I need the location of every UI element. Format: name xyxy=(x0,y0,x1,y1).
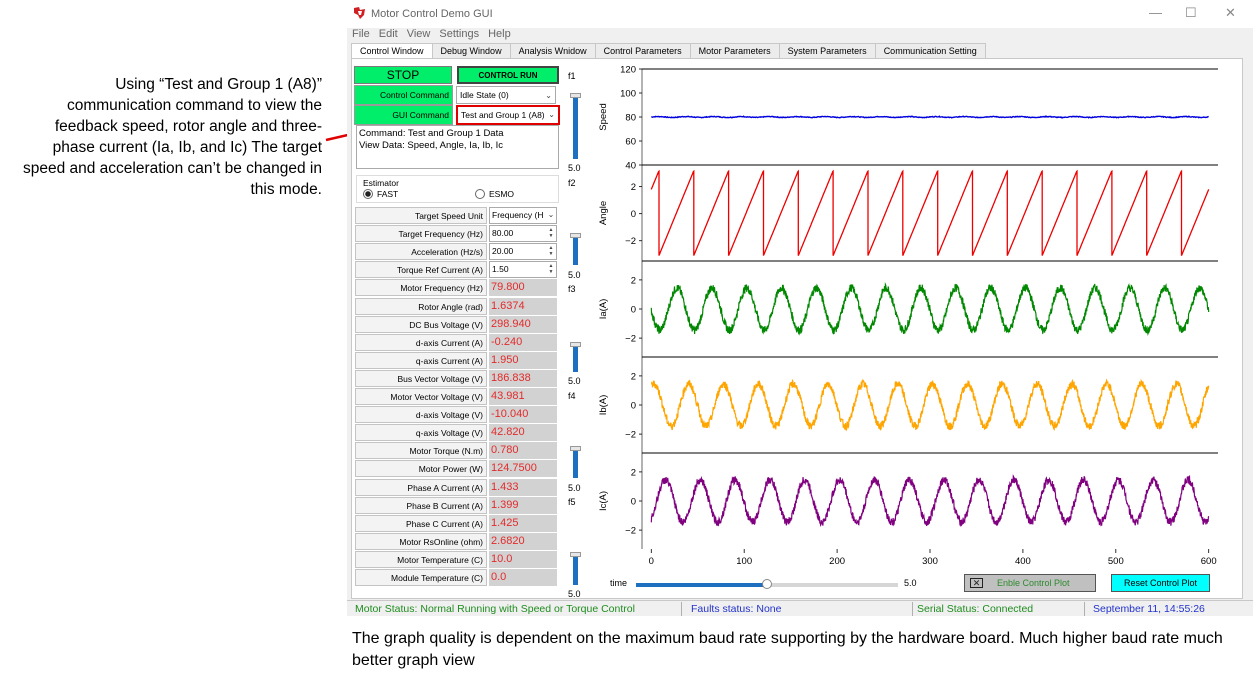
readout-label: Motor Temperature (C) xyxy=(355,551,487,568)
readout-label: q-axis Current (A) xyxy=(355,352,487,369)
y-axis-label: Ic(A) xyxy=(598,490,609,512)
input-row xyxy=(355,225,559,243)
readout-label: Motor Power (W) xyxy=(355,460,487,477)
menu-edit[interactable]: Edit xyxy=(378,28,398,40)
input-value: 1.50 xyxy=(492,264,509,275)
readout-label: Rotor Angle (rad) xyxy=(355,298,487,315)
minimize-icon[interactable]: — xyxy=(1149,5,1162,20)
readout-value: 1.399 xyxy=(489,497,557,514)
serial-status: Serial Status: Connected xyxy=(917,603,1034,615)
y-tick-label: 60 xyxy=(625,136,636,148)
chevron-down-icon[interactable]: ⌄ xyxy=(547,210,555,219)
estimator-fast-radio[interactable] xyxy=(363,189,398,199)
readout-value: -10.040 xyxy=(489,406,557,423)
slider-value: 5.0 xyxy=(568,163,581,173)
menu-bar xyxy=(347,28,515,42)
y-tick-label: −2 xyxy=(625,525,636,537)
readout-value: 298.940 xyxy=(489,316,557,333)
tab-control-parameters[interactable]: Control Parameters xyxy=(595,43,691,59)
slider-value: 5.0 xyxy=(568,589,581,599)
stop-button[interactable]: STOP xyxy=(354,66,452,84)
command-info-line2: View Data: Speed, Angle, Ia, Ib, Ic xyxy=(359,140,503,151)
readout-label: Bus Vector Voltage (V) xyxy=(355,370,487,387)
menu-settings[interactable]: Settings xyxy=(439,28,480,40)
status-bar xyxy=(347,600,1253,616)
readout-label: DC Bus Voltage (V) xyxy=(355,316,487,333)
enable-control-plot-label: Enble Control Plot xyxy=(997,578,1070,588)
readout-label: Motor Frequency (Hz) xyxy=(355,279,487,296)
tab-communication-setting[interactable]: Communication Setting xyxy=(875,43,986,59)
menu-help[interactable]: Help xyxy=(488,28,511,40)
y-tick-label: 0 xyxy=(630,400,636,412)
input-row xyxy=(355,261,559,279)
readout-value: 1.433 xyxy=(489,479,557,496)
slider-track[interactable] xyxy=(573,345,578,372)
input-label: Target Speed Unit xyxy=(355,207,487,224)
speed-unit-select[interactable] xyxy=(489,207,557,224)
readout-row xyxy=(355,370,559,388)
tab-control-window[interactable]: Control Window xyxy=(351,43,433,60)
series-line-ica xyxy=(651,476,1208,526)
y-axis-label: Ib(A) xyxy=(598,394,609,416)
readout-row xyxy=(355,569,559,587)
readout-value: 42.820 xyxy=(489,424,557,441)
readout-value: 10.0 xyxy=(489,551,557,568)
input-value: 20.00 xyxy=(492,246,514,257)
status-divider xyxy=(912,602,913,616)
slider-handle[interactable] xyxy=(570,446,581,451)
menu-view[interactable]: View xyxy=(406,28,431,40)
readout-label: Phase B Current (A) xyxy=(355,497,487,514)
chart-area xyxy=(598,65,1238,570)
readout-label: Module Temperature (C) xyxy=(355,569,487,586)
maximize-icon[interactable]: ☐ xyxy=(1185,5,1197,20)
readout-row xyxy=(355,334,559,352)
slider-value: 5.0 xyxy=(568,376,581,386)
readout-value: 186.838 xyxy=(489,370,557,387)
readout-value: -0.240 xyxy=(489,334,557,351)
readout-row xyxy=(355,533,559,551)
gui-command-value: Test and Group 1 (A8) xyxy=(461,110,545,120)
status-divider xyxy=(681,602,682,616)
spinner-arrows-icon[interactable]: ▲ ▼ xyxy=(548,245,554,258)
readout-label: q-axis Voltage (V) xyxy=(355,424,487,441)
readout-row xyxy=(355,442,559,460)
readout-value: 79.800 xyxy=(489,279,557,296)
slider-handle[interactable] xyxy=(570,93,581,98)
time-value: 5.0 xyxy=(904,578,917,588)
app-logo-icon xyxy=(353,6,367,20)
x-tick-label: 600 xyxy=(1200,556,1217,567)
chevron-down-icon: ⌄ xyxy=(548,110,555,119)
input-label: Target Frequency (Hz) xyxy=(355,225,487,242)
motor-status: Motor Status: Normal Running with Speed or Torque Control xyxy=(355,603,635,615)
y-tick-label: −2 xyxy=(625,333,636,345)
readout-row xyxy=(355,388,559,406)
y-tick-label: 0 xyxy=(630,304,636,316)
checkbox-x-icon: ✕ xyxy=(970,578,983,588)
x-tick-label: 300 xyxy=(922,556,938,567)
readout-row xyxy=(355,479,559,497)
x-tick-label: 500 xyxy=(1107,556,1124,567)
readout-label: Phase A Current (A) xyxy=(355,479,487,496)
readout-row xyxy=(355,279,559,297)
slider-name-label: f3 xyxy=(568,284,576,294)
command-info-line1: Command: Test and Group 1 Data xyxy=(359,128,504,139)
control-command-value: Idle State (0) xyxy=(460,90,509,100)
readout-label: Motor RsOnline (ohm) xyxy=(355,533,487,550)
slider-name-label: f4 xyxy=(568,390,576,401)
slider-handle[interactable] xyxy=(570,552,581,557)
series-line-speed xyxy=(651,116,1208,118)
enable-control-plot-button[interactable] xyxy=(964,574,1096,592)
readout-row xyxy=(355,406,559,424)
readout-row xyxy=(355,316,559,334)
y-axis-label: Ia(A) xyxy=(598,298,609,320)
readout-label: Phase C Current (A) xyxy=(355,515,487,532)
radio-unselected-icon xyxy=(475,189,485,199)
title-bar xyxy=(347,0,1253,28)
close-icon[interactable]: ✕ xyxy=(1225,5,1236,20)
series-line-iba xyxy=(651,380,1208,430)
slider-track[interactable] xyxy=(573,96,578,159)
y-tick-label: 80 xyxy=(625,112,636,124)
gui-command-select[interactable] xyxy=(456,105,560,125)
input-value: 80.00 xyxy=(492,228,514,239)
tab-bar xyxy=(351,43,985,59)
control-run-button[interactable]: CONTROL RUN xyxy=(457,66,559,84)
y-tick-label: 2 xyxy=(630,467,636,479)
series-line-iaa xyxy=(651,284,1208,334)
readout-label: Motor Vector Voltage (V) xyxy=(355,388,487,405)
y-tick-label: 0 xyxy=(630,209,636,221)
command-info-box xyxy=(356,125,559,169)
annotation-bottom-note: The graph quality is dependent on the maximum baud rate supporting by the hardware board. Much higher baud rate much better graph view xyxy=(352,630,1223,669)
y-tick-label: 40 xyxy=(625,160,636,172)
annotation-left-note: Using “Test and Group 1 (A8)” communication command to view the feedback speed, rotor angle and three-phase current (Ia, Ib, and Ic) The target speed and acceleration can’t be changed in this mode. xyxy=(22,76,322,198)
slider-handle[interactable] xyxy=(570,233,581,238)
readout-value: 0.780 xyxy=(489,442,557,459)
y-tick-label: 100 xyxy=(620,88,636,100)
slider-handle[interactable] xyxy=(570,342,581,347)
time-slider-handle[interactable] xyxy=(762,579,772,589)
numeric-input[interactable] xyxy=(489,261,557,278)
series-line-angle xyxy=(651,171,1208,255)
slider-name-label: f1 xyxy=(568,71,576,81)
tab-motor-parameters[interactable]: Motor Parameters xyxy=(690,43,780,59)
readout-row xyxy=(355,298,559,316)
tab-system-parameters[interactable]: System Parameters xyxy=(779,43,876,59)
readout-row xyxy=(355,424,559,442)
slider-name-label: f2 xyxy=(568,177,576,188)
input-value: Frequency (H xyxy=(492,210,544,220)
slider-value: 5.0 xyxy=(568,269,581,280)
x-tick-label: 100 xyxy=(736,556,753,567)
readout-value: 1.425 xyxy=(489,515,557,532)
y-tick-label: −2 xyxy=(625,236,636,248)
y-tick-label: 2 xyxy=(630,182,636,194)
readout-value: 1.6374 xyxy=(489,298,557,315)
readout-value: 0.0 xyxy=(489,569,557,586)
x-tick-label: 0 xyxy=(648,556,654,567)
tab-analysis-window[interactable]: Analysis Wnidow xyxy=(510,43,596,59)
numeric-input[interactable] xyxy=(489,225,557,242)
spinner-arrows-icon[interactable]: ▲ ▼ xyxy=(548,263,554,276)
readout-value: 2.6820 xyxy=(489,533,557,550)
time-label: time xyxy=(610,578,628,588)
status-divider xyxy=(1084,602,1085,616)
readout-row xyxy=(355,515,559,533)
slider-track[interactable] xyxy=(573,449,578,479)
readout-label: d-axis Voltage (V) xyxy=(355,406,487,423)
control-command-select[interactable] xyxy=(456,86,556,104)
control-command-label: Control Command xyxy=(354,85,453,105)
numeric-input[interactable] xyxy=(489,243,557,260)
estimator-group xyxy=(356,175,559,203)
readout-row xyxy=(355,497,559,515)
y-tick-label: 120 xyxy=(620,65,636,76)
readout-value: 1.950 xyxy=(489,352,557,369)
window-title: Motor Control Demo GUI xyxy=(371,8,493,20)
slider-track[interactable] xyxy=(573,555,578,585)
readout-label: d-axis Current (A) xyxy=(355,334,487,351)
input-row xyxy=(355,243,559,261)
y-tick-label: 2 xyxy=(630,275,636,287)
spinner-arrows-icon[interactable]: ▲ ▼ xyxy=(548,227,554,240)
estimator-esmo-radio[interactable] xyxy=(475,189,514,199)
input-label: Acceleration (Hz/s) xyxy=(355,243,487,260)
x-tick-label: 200 xyxy=(829,556,846,567)
faults-status: Faults status: None xyxy=(691,603,782,615)
time-slider-fill xyxy=(636,583,767,587)
readout-label: Motor Torque (N.m) xyxy=(355,442,487,459)
readout-row xyxy=(355,551,559,569)
tab-debug-window[interactable]: Debug Window xyxy=(432,43,511,59)
input-row xyxy=(355,207,559,225)
readout-row xyxy=(355,352,559,370)
y-tick-label: 2 xyxy=(630,371,636,383)
app-window xyxy=(347,0,1253,616)
gui-command-label: GUI Command xyxy=(354,105,453,125)
estimator-fast-label: FAST xyxy=(377,189,399,199)
slider-value: 5.0 xyxy=(568,482,581,493)
menu-file[interactable]: File xyxy=(352,28,370,40)
slider-track[interactable] xyxy=(573,236,578,266)
readout-value: 124.7500 xyxy=(489,460,557,477)
chevron-down-icon: ⌄ xyxy=(545,91,552,100)
slider-name-label: f5 xyxy=(568,497,576,507)
date-time-status: September 11, 14:55:26 xyxy=(1093,603,1205,615)
y-axis-label: Angle xyxy=(598,200,609,226)
input-label: Torque Ref Current (A) xyxy=(355,261,487,278)
estimator-esmo-label: ESMO xyxy=(489,189,515,199)
y-tick-label: −2 xyxy=(625,429,636,441)
radio-selected-icon xyxy=(363,189,373,199)
x-tick-label: 400 xyxy=(1014,556,1031,567)
readout-value: 43.981 xyxy=(489,388,557,405)
estimator-title: Estimator xyxy=(363,178,399,188)
reset-control-plot-button[interactable]: Reset Control Plot xyxy=(1111,574,1210,592)
readout-row xyxy=(355,460,559,478)
y-tick-label: 0 xyxy=(630,496,636,508)
y-axis-label: Speed xyxy=(598,103,609,131)
control-window-panel xyxy=(351,59,1243,599)
